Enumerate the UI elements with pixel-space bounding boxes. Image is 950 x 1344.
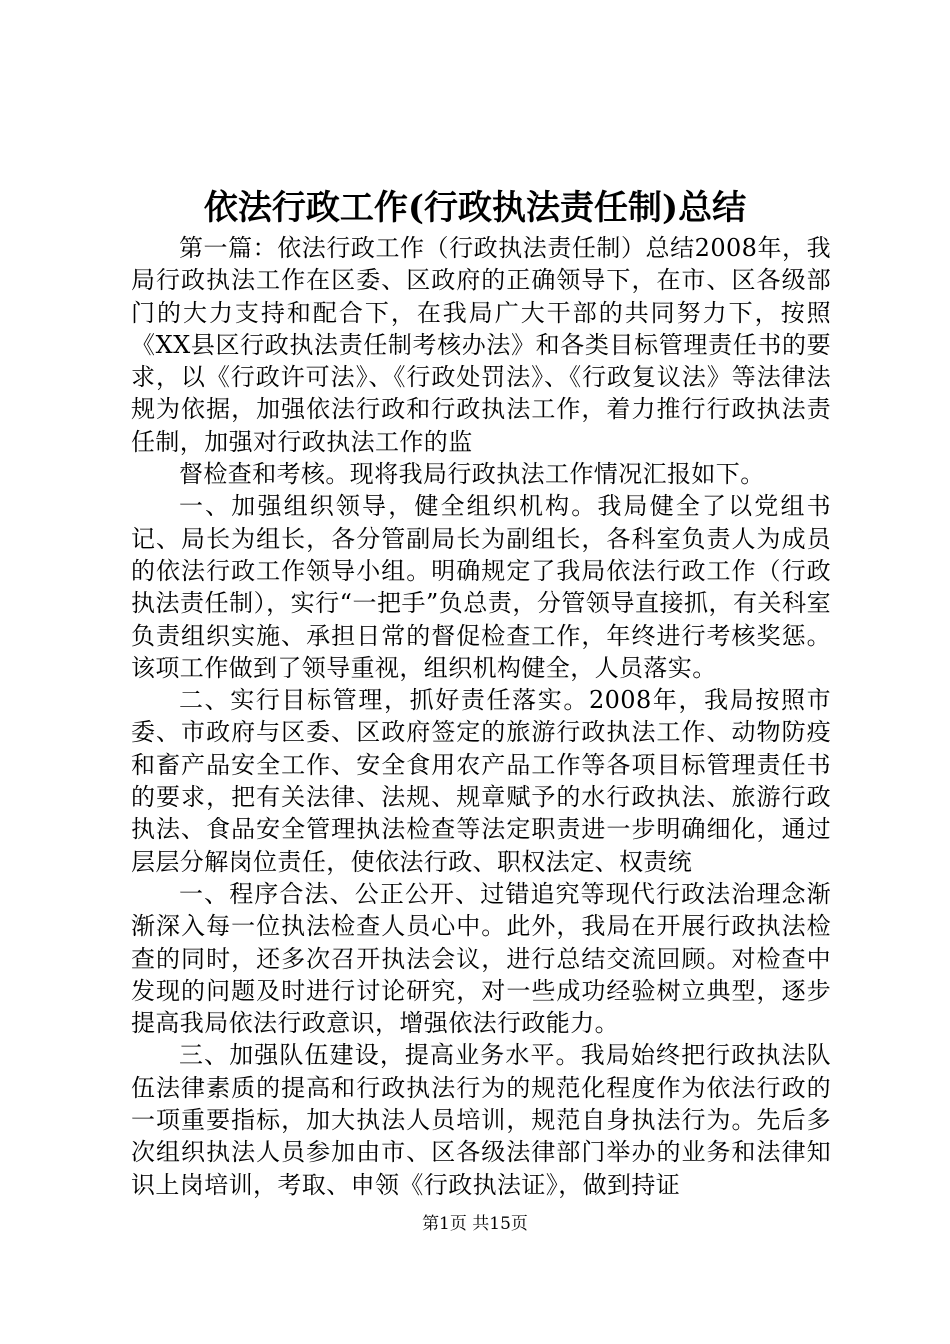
document-title: 依法行政工作(行政执法责任制)总结 <box>203 188 747 228</box>
document-body <box>131 232 831 1201</box>
paragraph-6: 三、加强队伍建设，提高业务水平。我局始终把行政执法队伍法律素质的提高和行政执法行为的规范化程度作为依法行政的一项重要指标，加大执法人员培训，规范自身执法行为。先后多次组织执法人员参加由市、区各级法律部门举办的业务和法律知识上岗培训，考取、申领《行政执法证》，做到持证 <box>131 1041 831 1199</box>
paragraph-5: 一、程序合法、公正公开、过错追究等现代行政法治理念渐渐深入每一位执法检查人员心中。此外，我局在开展行政执法检查的同时，还多次召开执法会议，进行总结交流回顾。对检查中发现的问题及时进行讨论研究，对一些成功经验树立典型，逐步提高我局依法行政意识，增强依法行政能力。 <box>131 879 831 1038</box>
page-number-footer: 第1页 共15页 <box>422 1214 528 1234</box>
paragraph-2: 督检查和考核。现将我局行政执法工作情况汇报如下。 <box>179 460 765 489</box>
paragraph-1: 第一篇：依法行政工作（行政执法责任制）总结2008年，我局行政执法工作在区委、区政府的正确领导下，在市、区各级部门的大力支持和配合下，在我局广大干部的共同努力下，按照《XX县区行政执法责任制考核办法》和各类目标管理责任书的要求，以《行政许可法》、《行政处罚法》、《行政复议法》等法律法规为依据，加强依法行政和行政执法工作，着力推行行政执法责任制，加强对行政执法工作的监 <box>131 234 831 456</box>
paragraph-3: 一、加强组织领导，健全组织机构。我局健全了以党组书记、局长为组长，各分管副局长为副组长，各科室负责人为成员的依法行政工作领导小组。明确规定了我局依法行政工作（行政执法责任制），实行“一把手”负总责，分管领导直接抓，有关科室负责组织实施、承担日常的督促检查工作，年终进行考核奖惩。该项工作做到了领导重视，组织机构健全，人员落实。 <box>131 492 831 682</box>
paragraph-4: 二、实行目标管理，抓好责任落实。2008年，我局按照市委、市政府与区委、区政府签定的旅游行政执法工作、动物防疫和畜产品安全工作、安全食用农产品工作等各项目标管理责任书的要求，把有关法律、法规、规章赋予的水行政执法、旅游行政执法、食品安全管理执法检查等法定职责进一步明确细化，通过层层分解岗位责任，使依法行政、职权法定、权责统 <box>131 686 831 876</box>
